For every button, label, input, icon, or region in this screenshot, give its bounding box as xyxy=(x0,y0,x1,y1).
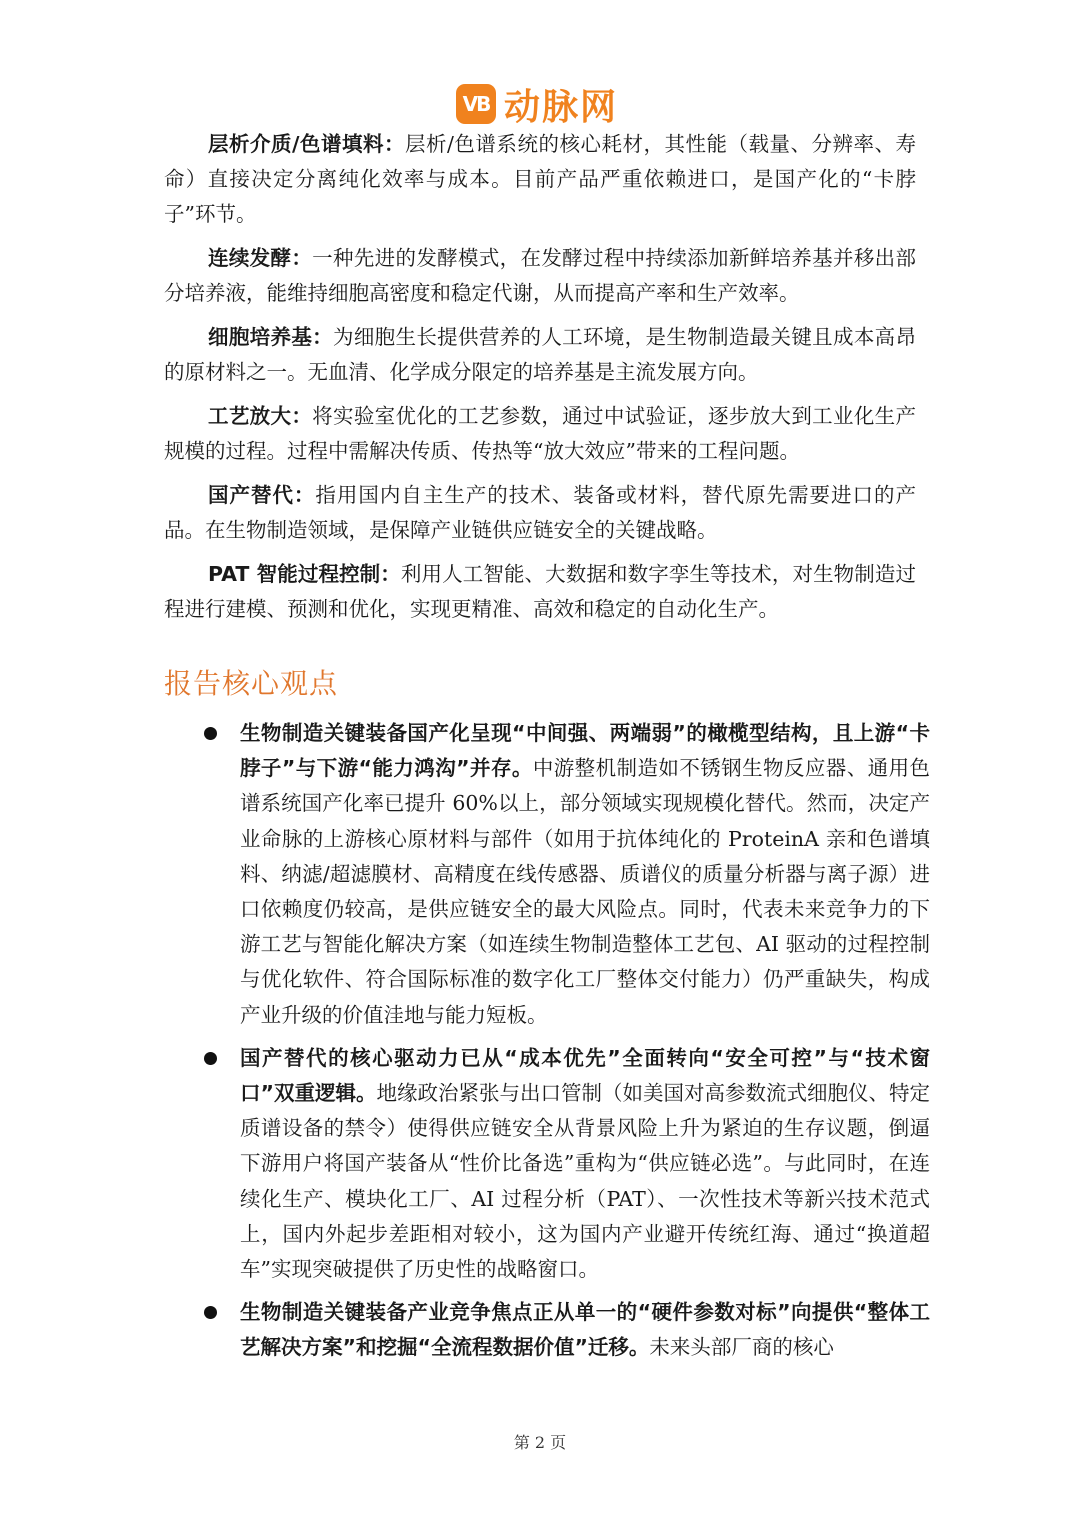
page-number: 第 2 页 xyxy=(513,1433,567,1452)
glossary-definition: 利用人工智能、大数据和数字孪生等技术，对生物制造过程进行建模、预测和优化，实现更精准、高效和稳定的自动化生产。 xyxy=(164,562,916,621)
glossary-definition: 指用国内自主生产的技术、装备或材料，替代原先需要进口的产品。在生物制造领域，是保障产业链供应链安全的关键战略。 xyxy=(164,483,916,542)
logo-mark-icon: VB xyxy=(456,84,496,124)
key-point xyxy=(240,716,930,1033)
glossary-item xyxy=(164,399,916,469)
bullet-icon xyxy=(204,727,217,740)
key-points-list xyxy=(240,716,930,1374)
glossary-item xyxy=(164,320,916,390)
logo-text: 动脉网 xyxy=(504,86,619,128)
glossary-term: PAT 智能过程控制： xyxy=(208,562,401,586)
key-point xyxy=(240,1041,930,1287)
bullet-icon xyxy=(204,1306,217,1319)
glossary-term: 连续发酵： xyxy=(208,246,313,270)
key-point-body: 地缘政治紧张与出口管制（如美国对高参数流式细胞仪、特定质谱设备的禁令）使得供应链安全从背景风险上升为紧迫的生存议题，倒逼下游用户将国产装备从“性价比备选”重构为“供应链必选”。与此同时，在连续化生产、模块化工厂、AI 过程分析（PAT）、一次性技术等新兴技术范式上，国内外起步差距相对较小，这为国内产业避开传统红海、通过“换道超车”实现突破提供了历史性的战略窗口。 xyxy=(240,1081,930,1282)
key-point-body: 中游整机制造如不锈钢生物反应器、通用色谱系统国产化率已提升 60%以上，部分领域实现规模化替代。然而，决定产业命脉的上游核心原材料与部件（如用于抗体纯化的 ProteinA 亲和色谱填料、纳滤/超滤膜材、高精度在线传感器、质谱仪的质量分析器与离子源）进口依赖度仍较高，是供应链安全的最大风险点。同时，代表未来竞争力的下游工艺与智能化解决方案（如连续生物制造整体工艺包、AI 驱动的过程控制与优化软件、符合国际标准的数字化工厂整体交付能力）仍严重缺失，构成产业升级的价值洼地与能力短板。 xyxy=(240,756,931,1027)
glossary-item xyxy=(164,127,916,232)
key-point-headline: 生物制造关键装备产业竞争焦点正从单一的“硬件参数对标”向提供“整体工艺解决方案”和挖掘“全流程数据价值”迁移。 xyxy=(240,1300,930,1360)
glossary-definition: 将实验室优化的工艺参数，通过中试验证，逐步放大到工业化生产规模的过程。过程中需解决传质、传热等“放大效应”带来的工程问题。 xyxy=(164,404,917,463)
glossary-definition: 为细胞生长提供营养的人工环境，是生物制造最关键且成本高昂的原材料之一。无血清、化学成分限定的培养基是主流发展方向。 xyxy=(164,325,916,384)
glossary-term: 国产替代： xyxy=(208,483,316,507)
key-point xyxy=(240,1295,930,1365)
key-point-headline: 国产替代的核心驱动力已从“成本优先”全面转向“安全可控”与“技术窗口”双重逻辑。 xyxy=(240,1045,930,1106)
glossary-item xyxy=(164,478,916,548)
glossary-item xyxy=(164,241,916,311)
glossary xyxy=(164,127,916,636)
section-title: 报告核心观点 xyxy=(164,667,339,700)
bullet-icon xyxy=(204,1052,217,1065)
brand-logo xyxy=(456,80,618,128)
glossary-term: 细胞培养基： xyxy=(208,325,333,349)
key-point-headline: 生物制造关键装备国产化呈现“中间强、两端弱”的橄榄型结构，且上游“卡脖子”与下游“能力鸿沟”并存。 xyxy=(240,721,930,781)
key-point-body: 未来头部厂商的核心 xyxy=(649,1335,834,1360)
glossary-term: 工艺放大： xyxy=(208,404,313,428)
glossary-term: 层析介质/色谱填料： xyxy=(208,132,406,156)
glossary-item xyxy=(164,557,916,627)
glossary-definition: 层析/色谱系统的核心耗材，其性能（载量、分辨率、寿命）直接决定分离纯化效率与成本。目前产品严重依赖进口，是国产化的“卡脖子”环节。 xyxy=(164,132,916,226)
glossary-definition: 一种先进的发酵模式，在发酵过程中持续添加新鲜培养基并移出部分培养液，能维持细胞高密度和稳定代谢，从而提高产率和生产效率。 xyxy=(164,246,917,305)
